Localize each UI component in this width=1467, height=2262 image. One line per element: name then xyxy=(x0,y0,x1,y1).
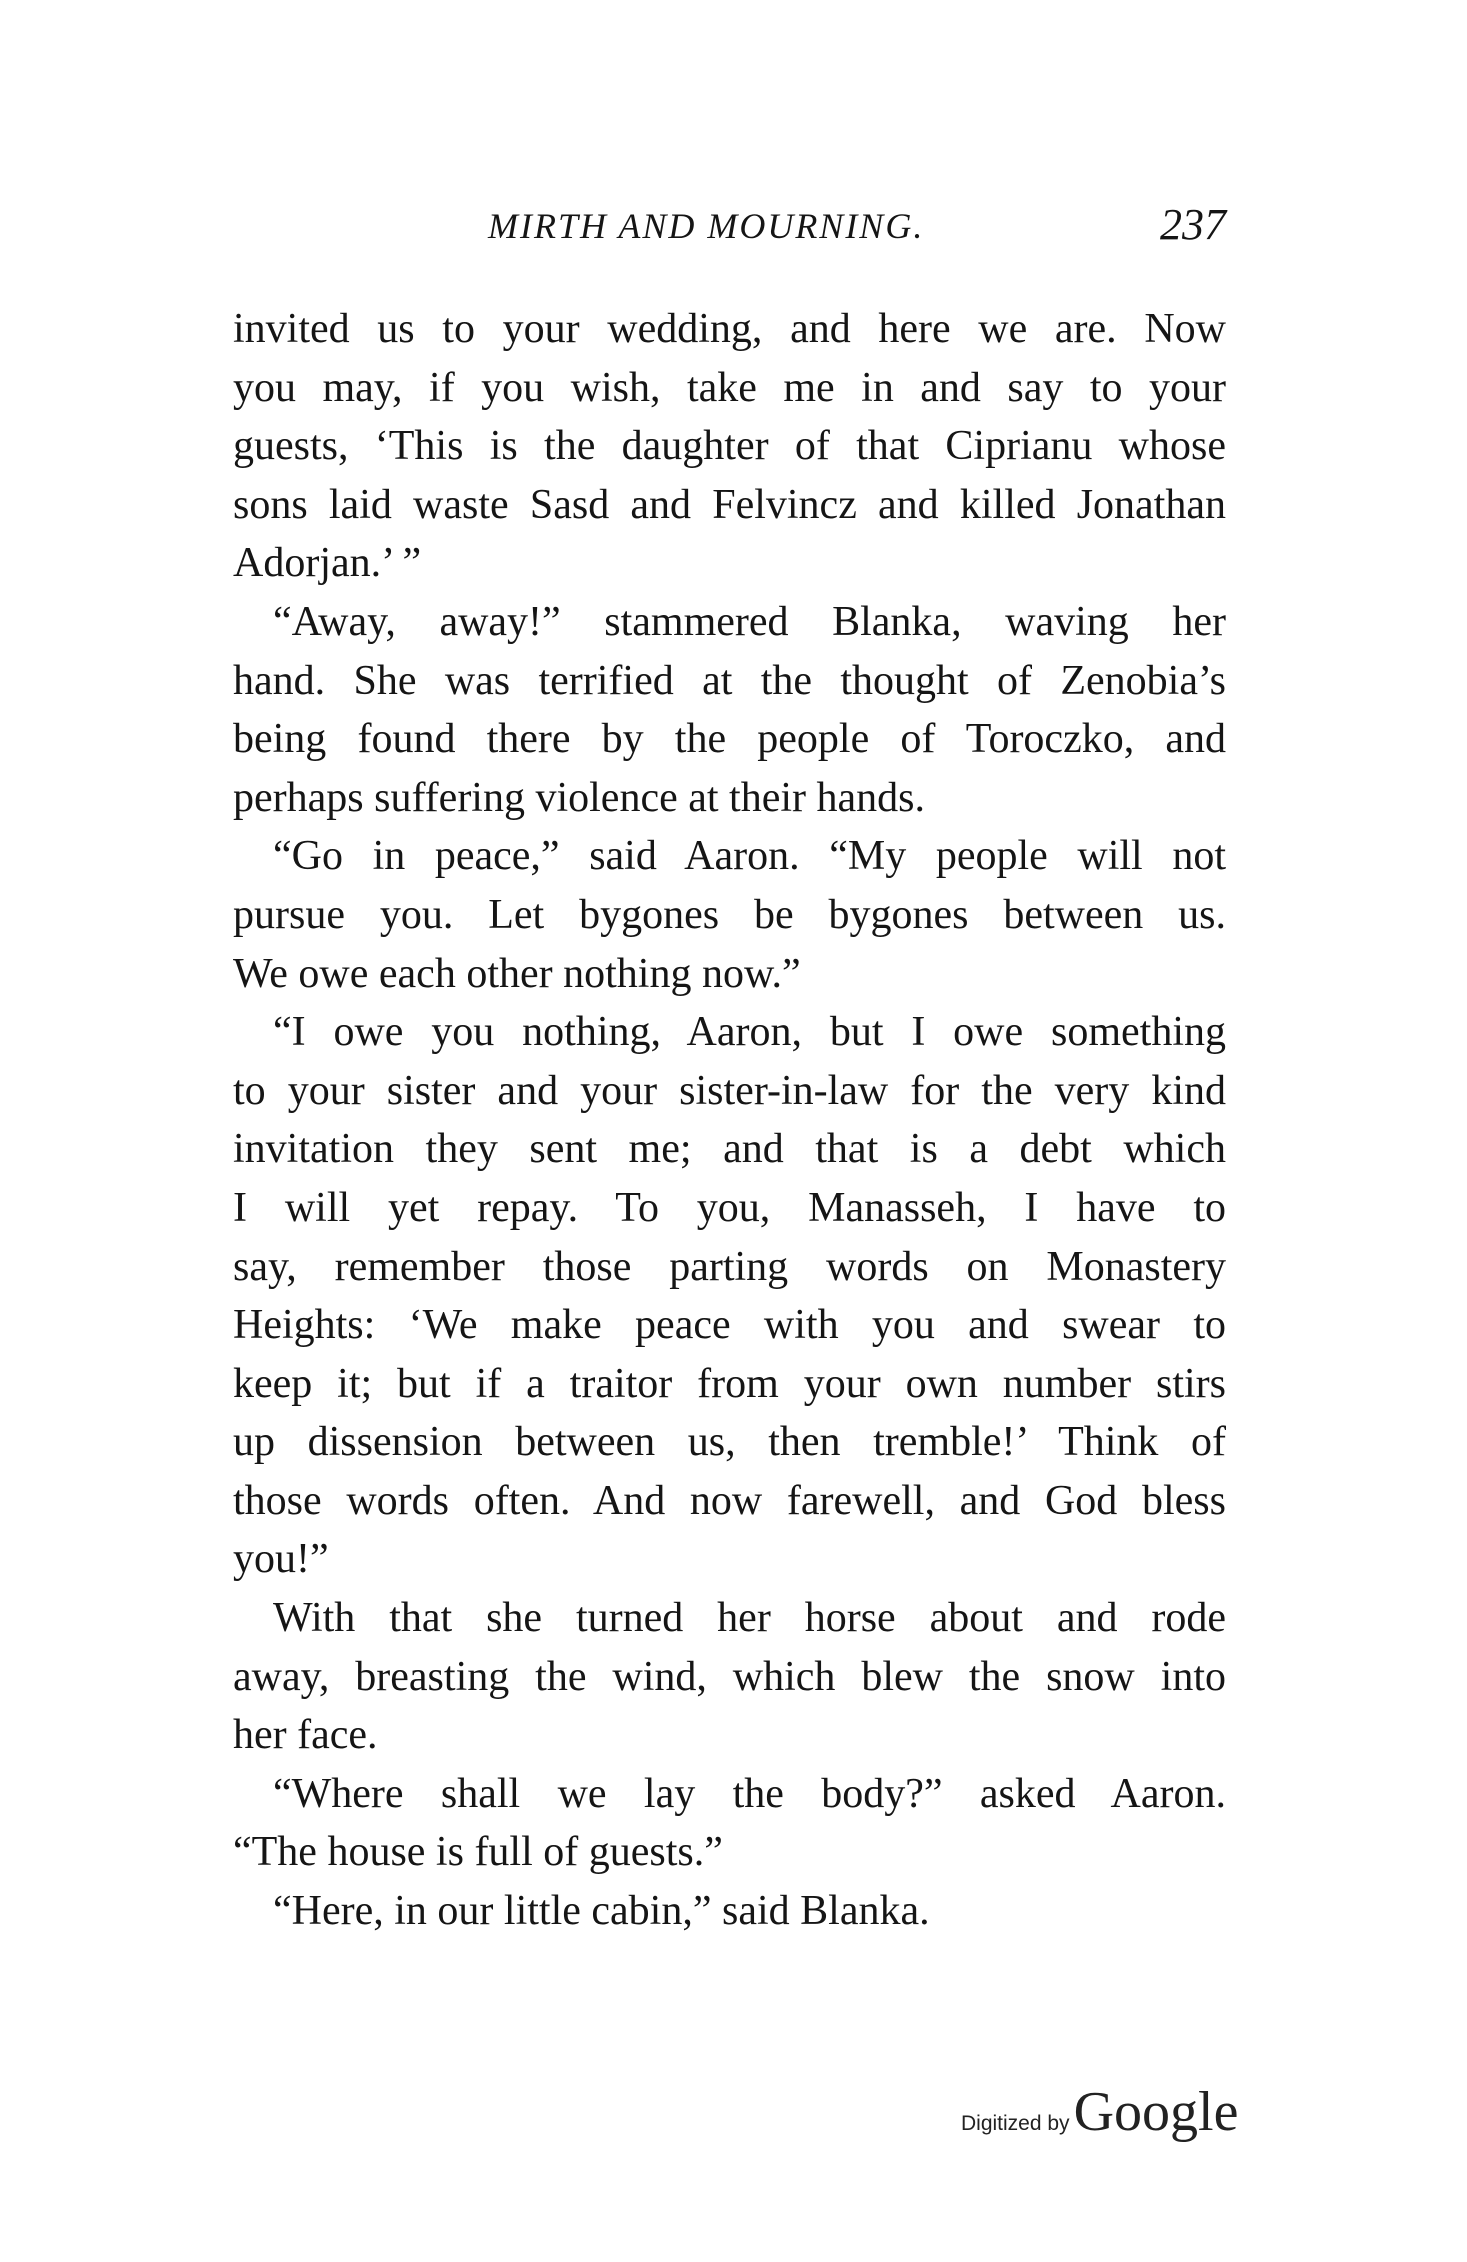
digitized-by-watermark xyxy=(961,2080,1239,2143)
text-line: keep it; but if a traitor from your own number stirs xyxy=(233,1360,1226,1407)
text-line: Heights: ‘We make peace with you and swear to xyxy=(233,1302,1226,1349)
paragraph xyxy=(233,1765,1226,1882)
body-text xyxy=(233,300,1226,1941)
paragraph xyxy=(233,593,1226,827)
text-line: “Where shall we lay the body?” asked Aaron. xyxy=(273,1770,1226,1817)
text-line: you may, if you wish, take me in and say to your xyxy=(233,364,1226,411)
text-line: her face. xyxy=(233,1712,378,1759)
watermark-prefix: Digitized by xyxy=(961,2112,1070,2135)
text-line: “Here, in our little cabin,” said Blanka. xyxy=(273,1888,930,1935)
text-line: sons laid waste Sasd and Felvincz and killed Jonathan xyxy=(233,481,1226,528)
text-line: pursue you. Let bygones be bygones between us. xyxy=(233,891,1226,938)
text-line: “Away, away!” stammered Blanka, waving her xyxy=(273,598,1226,645)
text-line: being found there by the people of Toroczko, and xyxy=(233,716,1226,763)
paragraph xyxy=(233,1003,1226,1589)
text-line: perhaps suffering violence at their hands. xyxy=(233,774,925,821)
running-title: MIRTH AND MOURNING. xyxy=(488,206,925,246)
text-line: “The house is full of guests.” xyxy=(233,1829,723,1876)
text-line: to your sister and your sister-in-law for the very kind xyxy=(233,1067,1226,1114)
paragraph xyxy=(233,1589,1226,1765)
text-line: those words often. And now farewell, and God bless xyxy=(233,1477,1226,1524)
page-number: 237 xyxy=(1160,200,1226,249)
paragraph xyxy=(233,827,1226,1003)
text-line: I will yet repay. To you, Manasseh, I have to xyxy=(233,1184,1226,1231)
text-line: away, breasting the wind, which blew the snow into xyxy=(233,1653,1226,1700)
paragraph xyxy=(233,1882,1226,1941)
paragraph xyxy=(233,300,1226,593)
text-line: you!” xyxy=(233,1536,329,1583)
text-line: We owe each other nothing now.” xyxy=(233,950,801,997)
running-header xyxy=(233,200,1226,265)
text-line: With that she turned her horse about and rode xyxy=(273,1595,1226,1642)
google-logo-text: Google xyxy=(1073,2081,1239,2143)
text-line: say, remember those parting words on Monastery xyxy=(233,1243,1226,1290)
text-line: “I owe you nothing, Aaron, but I owe something xyxy=(273,1009,1226,1056)
text-line: guests, ‘This is the daughter of that Ciprianu whose xyxy=(233,423,1226,470)
text-line: invitation they sent me; and that is a debt which xyxy=(233,1126,1226,1173)
text-line: “Go in peace,” said Aaron. “My people will not xyxy=(273,833,1226,880)
text-line: hand. She was terrified at the thought of Zenobia’s xyxy=(233,657,1226,704)
text-line: Adorjan.’ ” xyxy=(233,540,422,587)
text-line: invited us to your wedding, and here we are. Now xyxy=(233,306,1226,352)
text-line: up dissension between us, then tremble!’ Think of xyxy=(233,1419,1226,1466)
